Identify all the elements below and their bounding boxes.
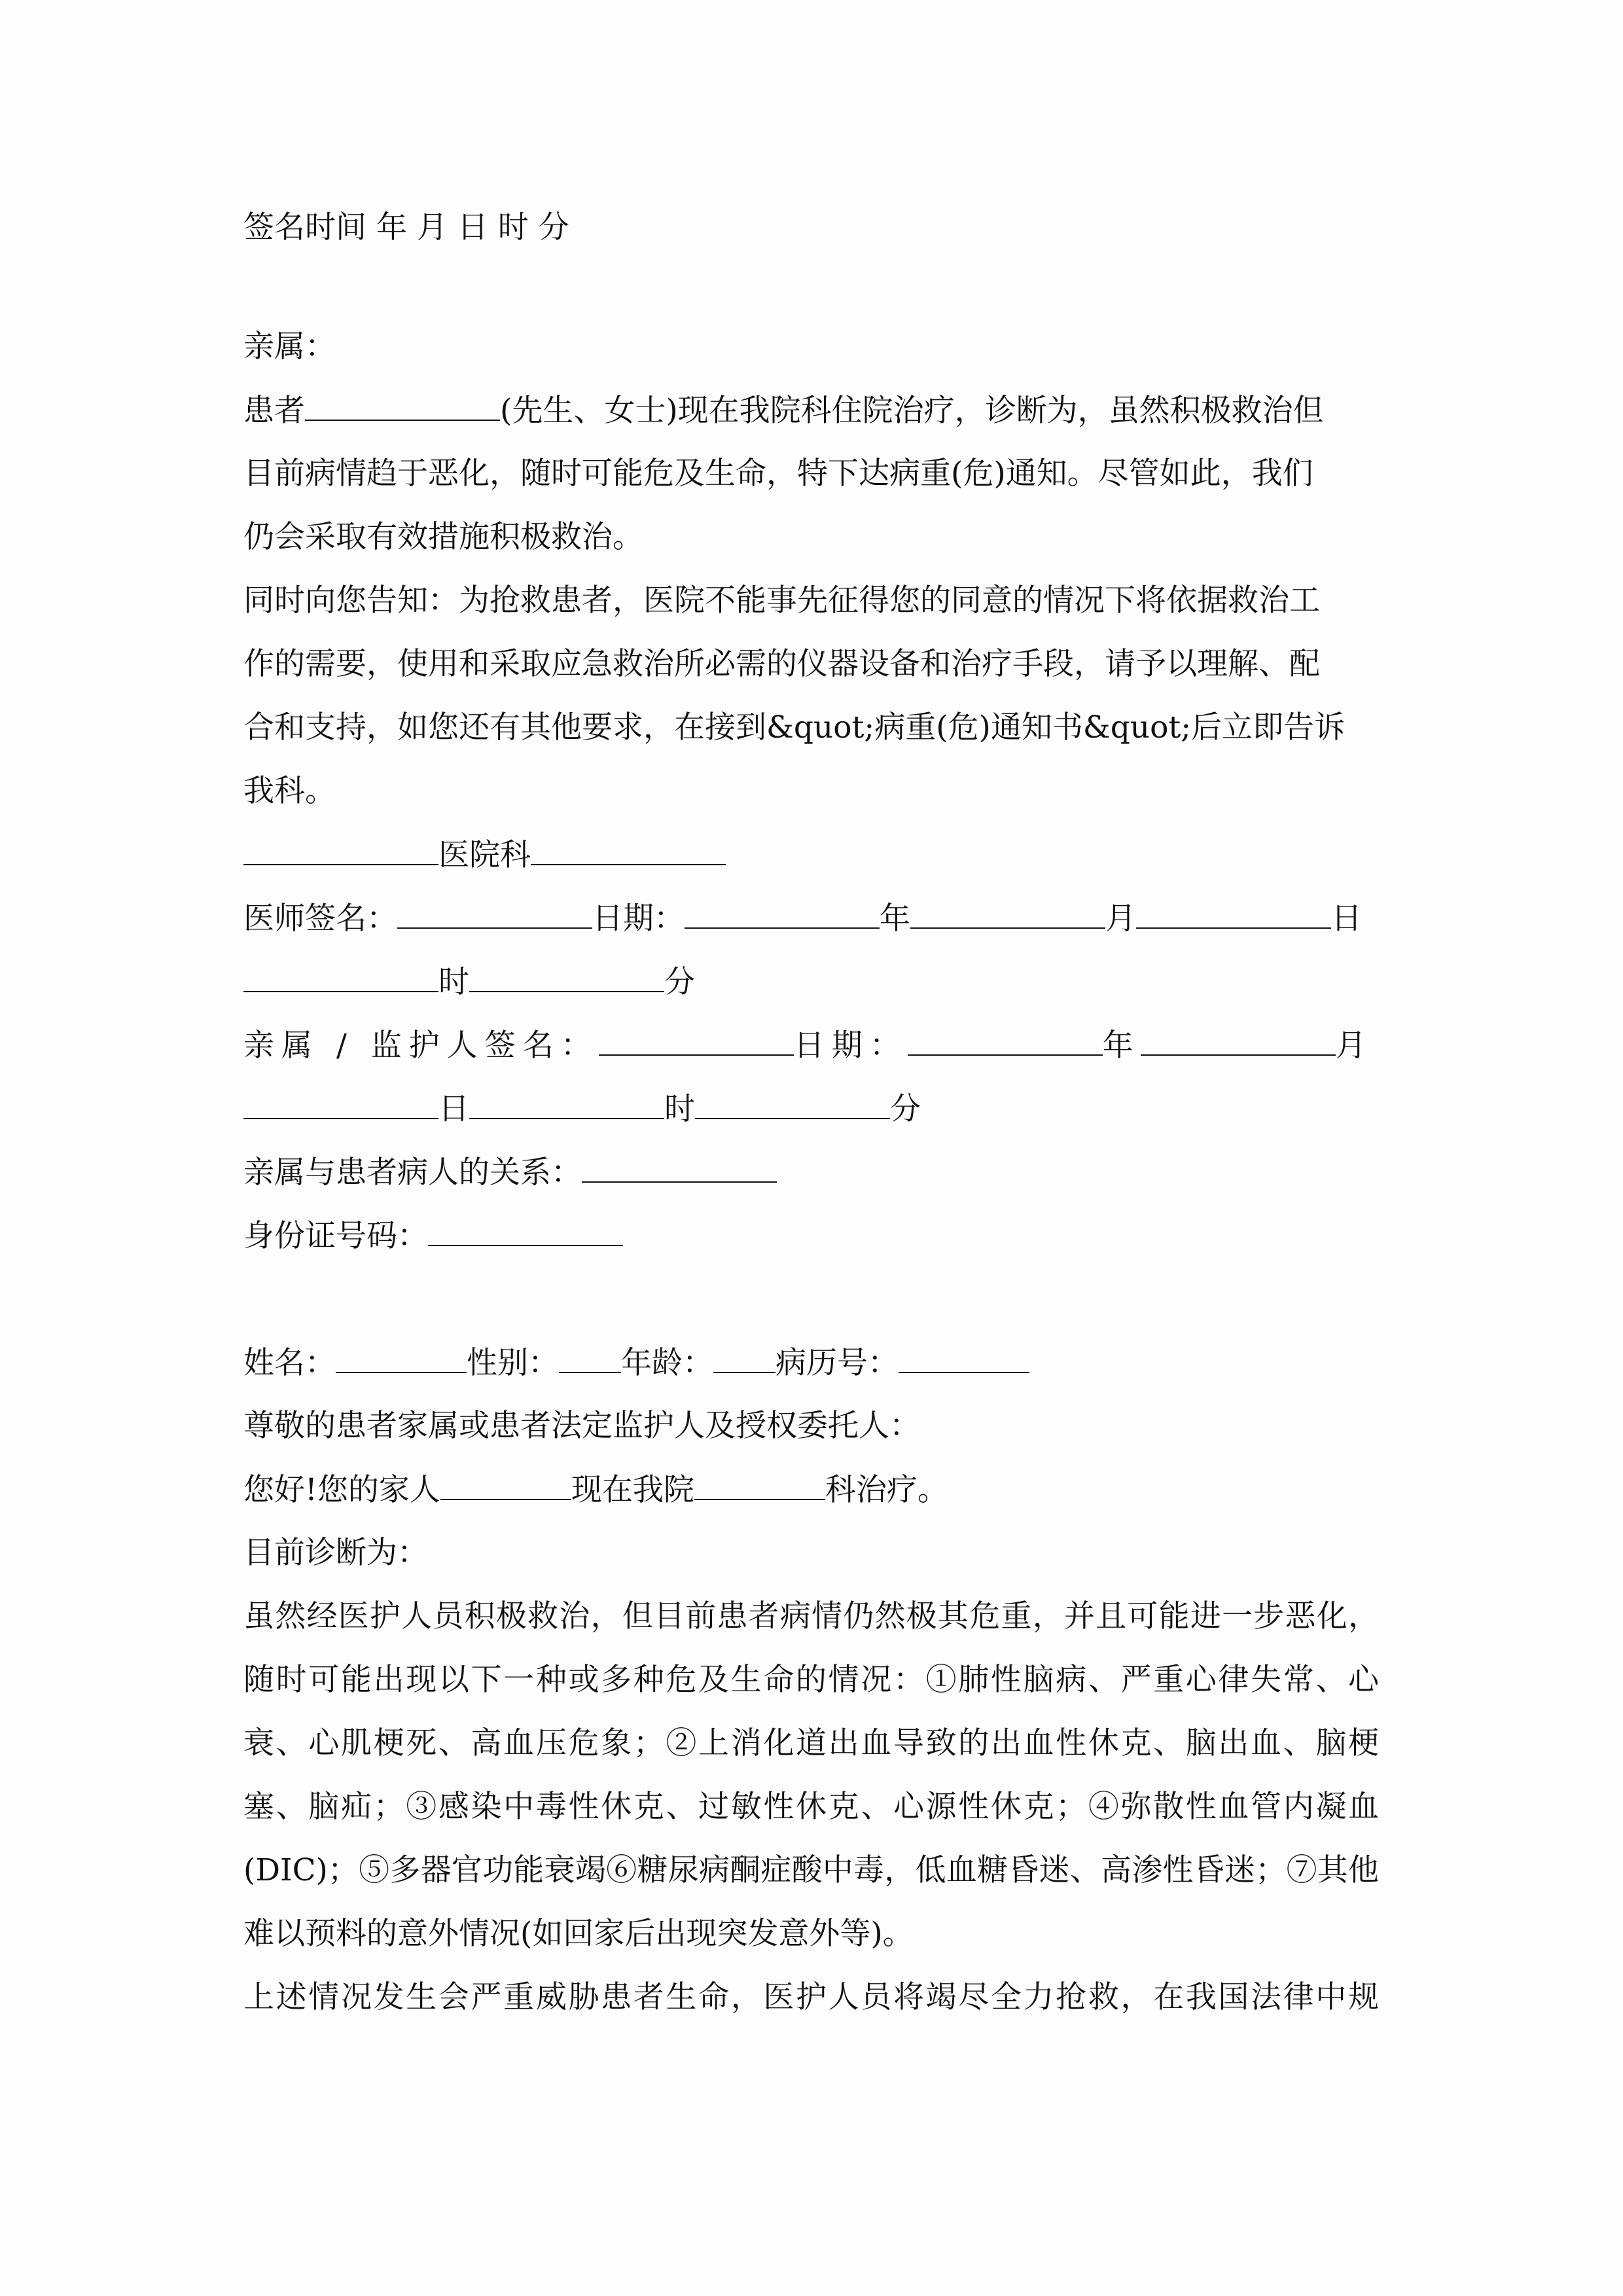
greeting-prefix: 您好!您的家人	[243, 1472, 440, 1508]
relative-year-label: 年	[1102, 1028, 1141, 1064]
signature-time-header: 签名时间 年 月 日 时 分	[243, 209, 569, 245]
diagnosis-label: 目前诊断为：	[243, 1535, 428, 1571]
doctor-minute-label: 分	[664, 964, 695, 1000]
id-number-label: 身份证号码：	[243, 1218, 428, 1254]
doctor-hour-label: 时	[438, 964, 469, 1000]
greeting-middle: 现在我院	[571, 1472, 694, 1508]
relative-date-label: 日期：	[793, 1028, 908, 1064]
notice1-para1-line1	[243, 391, 1324, 430]
relative-signature-blank[interactable]	[599, 1026, 794, 1056]
relative-year-blank[interactable]	[908, 1026, 1103, 1056]
doctor-minute-blank[interactable]	[469, 962, 664, 992]
risk-line-5: (DIC)；⑤多器官功能衰竭⑥糖尿病酮症酸中毒，低血糖昏迷、高渗性昏迷；⑦其他	[243, 1852, 1379, 1888]
risk-line-6: 难以预料的意外情况(如回家后出现突发意外等)。	[243, 1916, 914, 1952]
relationship-label: 亲属与患者病人的关系：	[243, 1155, 582, 1191]
relative-day-label: 日	[438, 1091, 469, 1127]
notice1-para2-line1: 同时向您告知：为抢救患者，医院不能事先征得您的同意的情况下将依据救治工	[243, 583, 1320, 619]
notice2-salutation: 尊敬的患者家属或患者法定监护人及授权委托人：	[243, 1408, 920, 1444]
risk-line-2: 随时可能出现以下一种或多种危及生命的情况：①肺性脑病、严重心律失常、心	[243, 1662, 1379, 1698]
record-no-label: 病历号：	[776, 1345, 899, 1381]
id-number-line	[243, 1216, 623, 1255]
doctor-day-label: 日	[1331, 901, 1362, 937]
relative-signature-line	[243, 1026, 1374, 1065]
hospital-department-label: 医院科	[438, 837, 531, 873]
notice1-para1-line2: 目前病情趋于恶化，随时可能危及生命，特下达病重(危)通知。尽管如此，我们	[243, 456, 1313, 492]
doctor-signature-label: 医师签名：	[243, 901, 397, 937]
notice1-salutation: 亲属：	[243, 329, 336, 365]
doctor-time-line	[243, 962, 695, 1001]
risk-line-1: 虽然经医护人员积极救治，但目前患者病情仍然极其危重，并且可能进一步恶化，	[243, 1598, 1379, 1634]
patient-info-line	[243, 1343, 1029, 1382]
id-number-blank[interactable]	[428, 1216, 623, 1246]
age-label: 年龄：	[621, 1345, 713, 1381]
patient-label: 患者	[243, 393, 305, 429]
doctor-signature-blank[interactable]	[397, 899, 592, 929]
doctor-date-label: 日期：	[592, 901, 685, 937]
family-member-blank[interactable]	[440, 1470, 571, 1500]
hospital-department-line	[243, 835, 726, 874]
relative-hour-label: 时	[664, 1091, 695, 1127]
risk-line-4: 塞、脑疝；③感染中毒性休克、过敏性休克、心源性休克；④弥散性血管内凝血	[243, 1789, 1379, 1825]
greeting-line	[243, 1470, 948, 1509]
doctor-month-label: 月	[1105, 901, 1136, 937]
notice1-para2-line2: 作的需要，使用和采取应急救治所必需的仪器设备和治疗手段，请予以理解、配	[243, 646, 1320, 682]
doctor-day-blank[interactable]	[1136, 899, 1331, 929]
relative-minute-blank[interactable]	[695, 1089, 890, 1119]
gender-label: 性别：	[467, 1345, 559, 1381]
relative-signature-label: 亲属 / 监护人签名：	[243, 1028, 599, 1064]
doctor-hour-blank[interactable]	[243, 962, 438, 992]
hospital-name-blank[interactable]	[243, 835, 438, 865]
gender-blank[interactable]	[559, 1343, 621, 1373]
notice1-para2-line3: 合和支持，如您还有其他要求，在接到&quot;病重(危)通知书&quot;后立即告诉	[243, 709, 1346, 745]
relationship-line	[243, 1153, 777, 1192]
name-label: 姓名：	[243, 1345, 336, 1381]
notice1-para1-line3: 仍会采取有效措施积极救治。	[243, 519, 643, 555]
relative-month-blank[interactable]	[1141, 1026, 1336, 1056]
relative-minute-label: 分	[890, 1091, 921, 1127]
name-blank[interactable]	[336, 1343, 467, 1373]
closing-line: 上述情况发生会严重威胁患者生命，医护人员将竭尽全力抢救，在我国法律中规	[243, 1979, 1379, 2015]
doctor-month-blank[interactable]	[910, 899, 1105, 929]
doctor-signature-line	[243, 899, 1362, 938]
para1-line1-text: (先生、女士)现在我院科住院治疗，诊断为，虽然积极救治但	[500, 393, 1324, 429]
notice1-para2-line4: 我科。	[243, 773, 336, 809]
relative-day-blank[interactable]	[243, 1089, 438, 1119]
doctor-year-label: 年	[880, 901, 910, 937]
patient-name-blank[interactable]	[305, 391, 500, 421]
greeting-suffix: 科治疗。	[825, 1472, 948, 1508]
relative-hour-blank[interactable]	[469, 1089, 664, 1119]
relationship-blank[interactable]	[582, 1153, 777, 1183]
department-name-blank[interactable]	[531, 835, 726, 865]
record-no-blank[interactable]	[899, 1343, 1029, 1373]
doctor-year-blank[interactable]	[685, 899, 880, 929]
relative-time-line	[243, 1089, 921, 1128]
age-blank[interactable]	[713, 1343, 776, 1373]
department-blank[interactable]	[694, 1470, 825, 1500]
risk-line-3: 衰、心肌梗死、高血压危象；②上消化道出血导致的出血性休克、脑出血、脑梗	[243, 1725, 1379, 1761]
relative-month-label: 月	[1335, 1028, 1374, 1064]
